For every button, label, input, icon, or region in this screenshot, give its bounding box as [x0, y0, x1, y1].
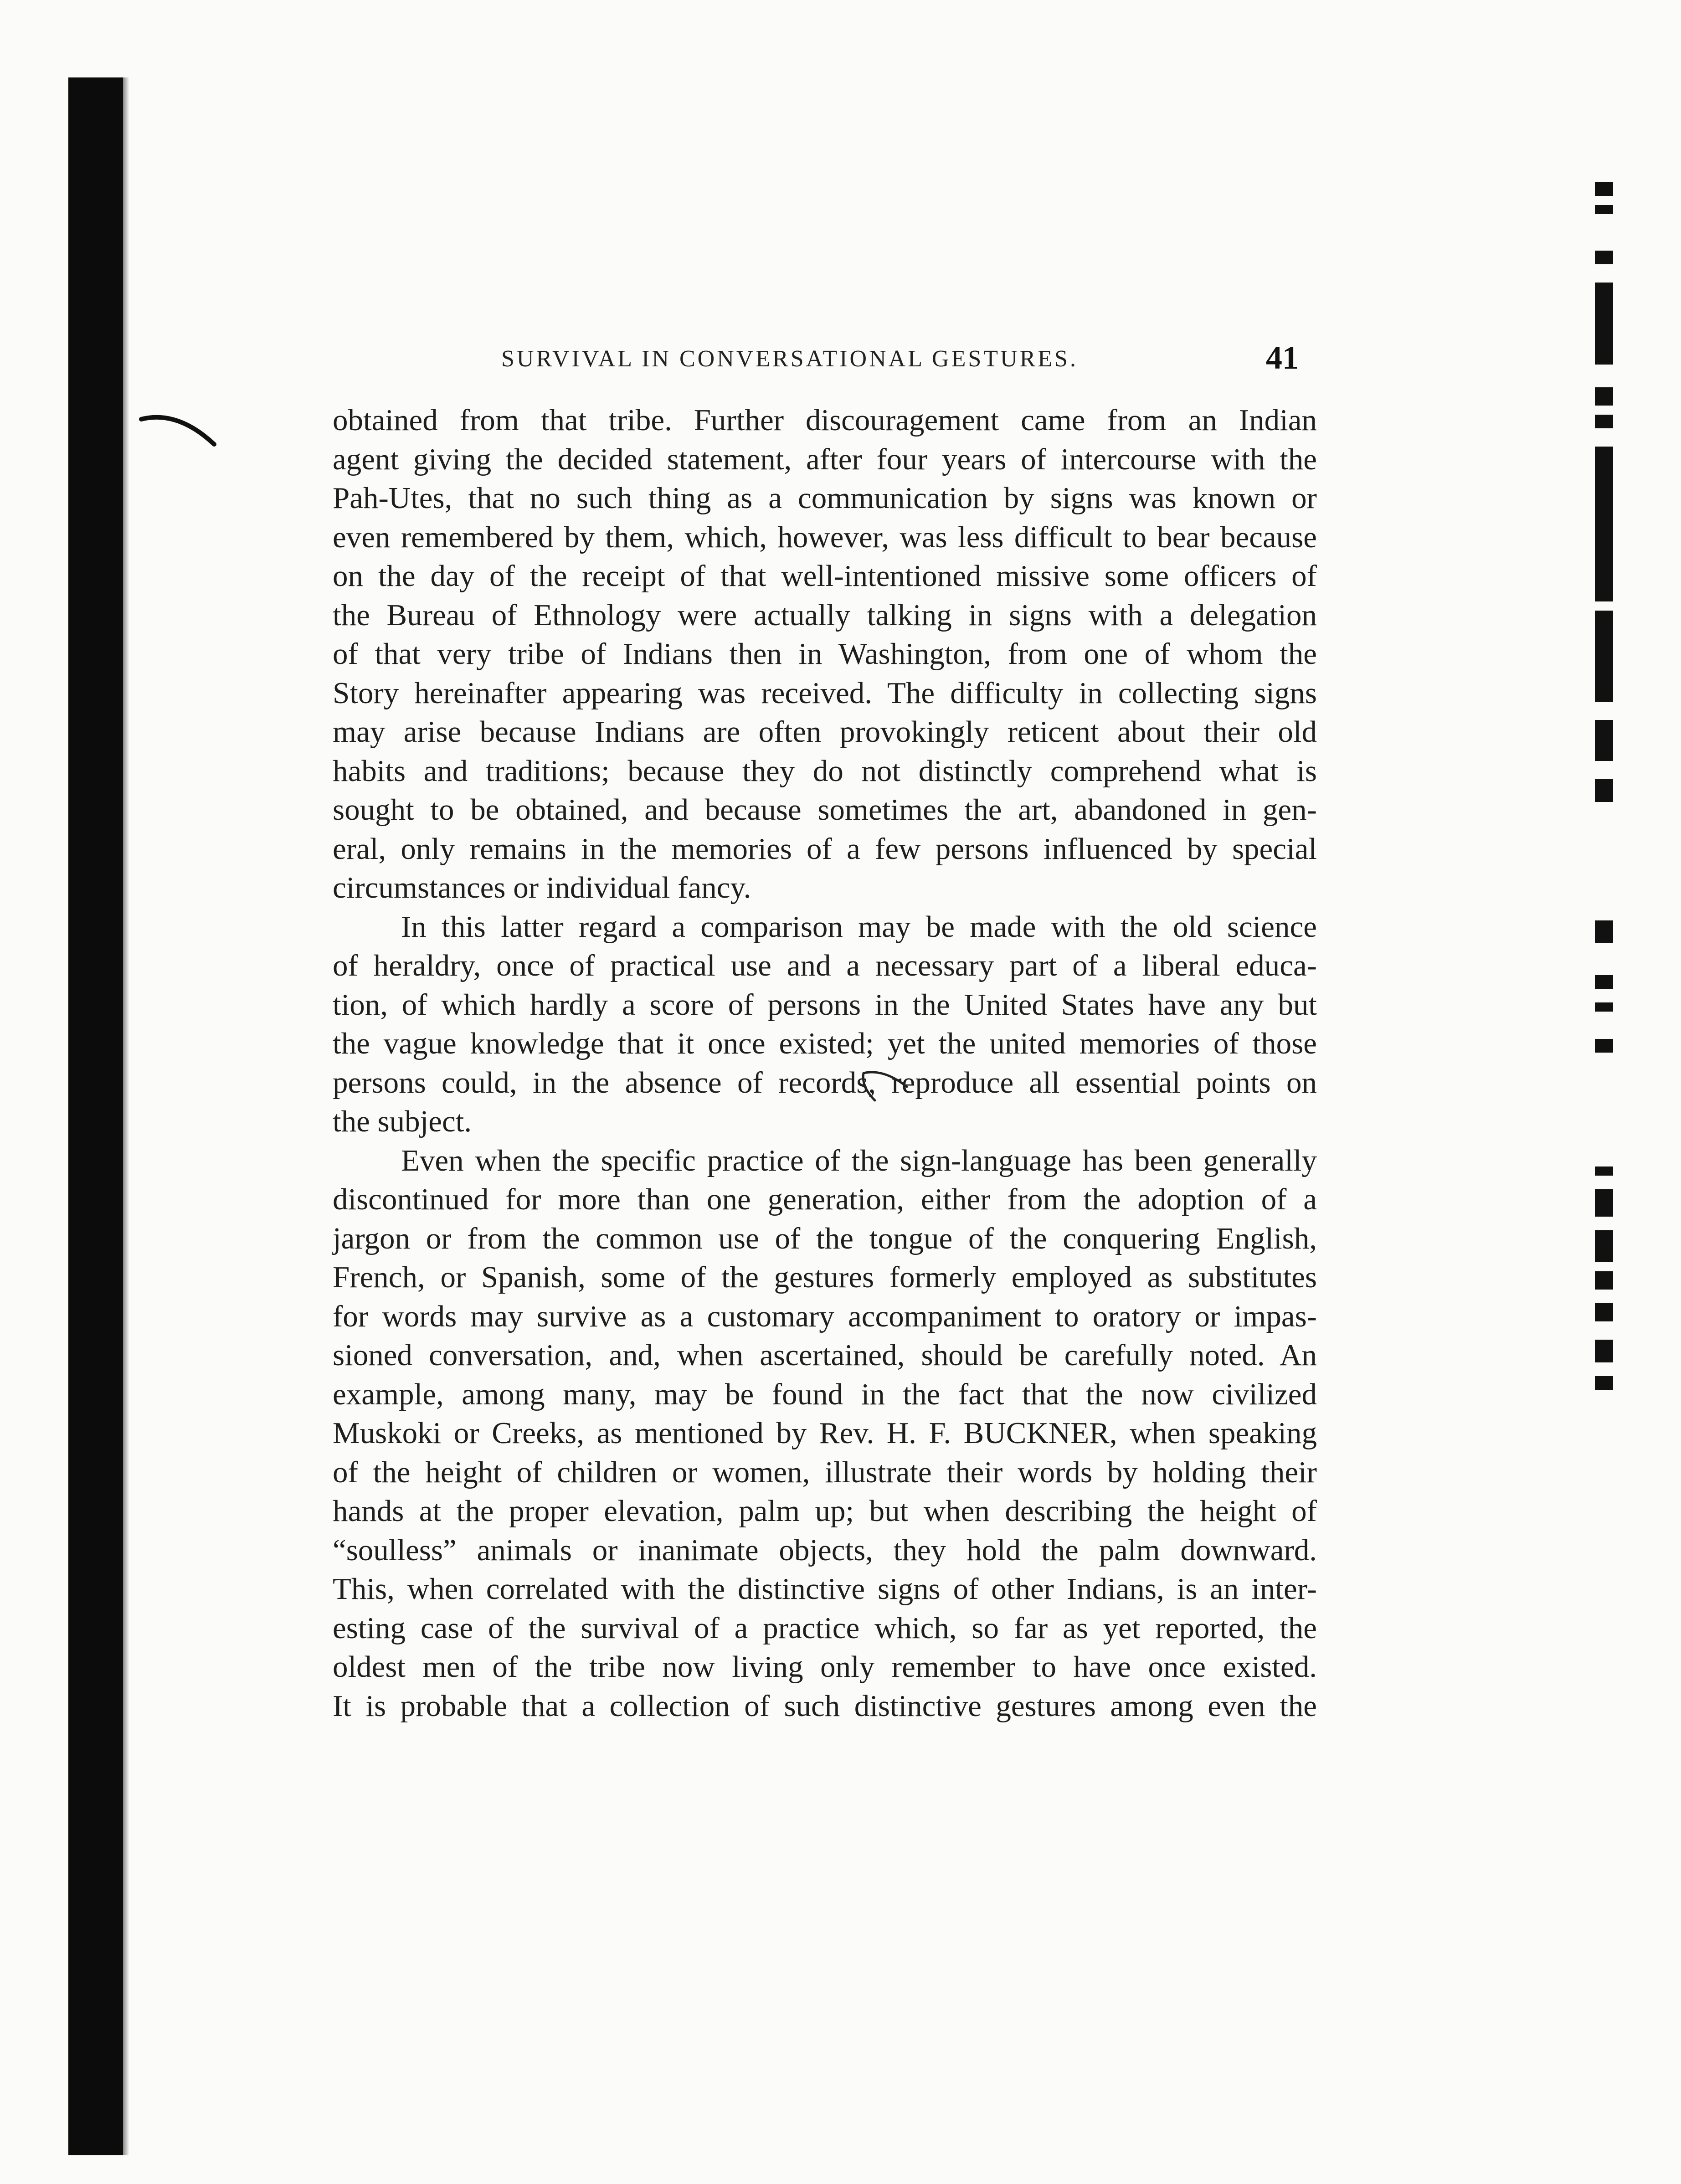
- paragraph: [333, 908, 1317, 1141]
- text-line: sioned conversation, and, when ascertained, should be carefully noted. An: [333, 1338, 1317, 1372]
- text-line: circumstances or individual fancy.: [333, 871, 751, 904]
- text-line: Pah-Utes, that no such thing as a communication by signs was known or: [333, 481, 1317, 515]
- text-line: agent giving the decided statement, after four years of intercourse with the: [333, 442, 1317, 476]
- text-line: obtained from that tribe. Further discouragement came from an Indian: [333, 403, 1317, 437]
- text-line: may arise because Indians are often provokingly reticent about their old: [333, 715, 1317, 749]
- text-line: of the height of children or women, illustrate their words by holding their: [333, 1455, 1317, 1489]
- text-line: Story hereinafter appearing was received. The difficulty in collecting signs: [333, 676, 1317, 710]
- text-line: It is probable that a collection of such distinctive gestures among even the: [333, 1689, 1317, 1723]
- text-line: “soulless” animals or inanimate objects, they hold the palm downward.: [333, 1533, 1317, 1567]
- paragraph: [333, 401, 1317, 908]
- paragraph: [333, 1141, 1317, 1726]
- text-line: oldest men of the tribe now living only remember to have once existed.: [333, 1650, 1317, 1684]
- text-line: discontinued for more than one generation, either from the adoption of a: [333, 1182, 1317, 1216]
- text-line: the Bureau of Ethnology were actually talking in signs with a delegation: [333, 598, 1317, 632]
- text-line: the subject.: [333, 1105, 472, 1138]
- text-line: example, among many, may be found in the fact that the now civilized: [333, 1377, 1317, 1411]
- text-line: jargon or from the common use of the tongue of the conquering English,: [333, 1221, 1317, 1255]
- text-line: eral, only remains in the memories of a few persons influenced by special: [333, 832, 1317, 866]
- text-line: French, or Spanish, some of the gestures formerly employed as substitutes: [333, 1260, 1317, 1294]
- text-line: Even when the specific practice of the sign-language has been generally: [401, 1143, 1317, 1177]
- text-line: on the day of the receipt of that well-intentioned missive some officers of: [333, 559, 1317, 593]
- running-header: [501, 339, 1299, 383]
- text-line: This, when correlated with the distinctive signs of other Indians, is an inter-: [333, 1572, 1317, 1606]
- running-title: SURVIVAL IN CONVERSATIONAL GESTURES.: [501, 346, 1078, 372]
- text-line: hands at the proper elevation, palm up; but when describing the height of: [333, 1494, 1317, 1528]
- page-number: 41: [1266, 339, 1299, 376]
- text-line: even remembered by them, which, however, was less difficult to bear because: [333, 520, 1317, 554]
- text-line: for words may survive as a customary accompaniment to oratory or impas-: [333, 1299, 1317, 1333]
- body-text: [333, 401, 1317, 1726]
- text-line: persons could, in the absence of records, reproduce all essential points on: [333, 1065, 1317, 1100]
- text-line: habits and traditions; because they do not distinctly comprehend what is: [333, 754, 1317, 788]
- insertion-caret-mark: [861, 1069, 911, 1105]
- text-line: In this latter regard a comparison may be made with the old science: [401, 910, 1317, 944]
- text-line: of that very tribe of Indians then in Washington, from one of whom the: [333, 637, 1317, 671]
- text-line: of heraldry, once of practical use and a necessary part of a liberal educa-: [333, 949, 1317, 982]
- text-line: the vague knowledge that it once existed; yet the united memories of those: [333, 1027, 1317, 1060]
- text-line: esting case of the survival of a practice which, so far as yet reported, the: [333, 1611, 1317, 1645]
- text-line: Muskoki or Creeks, as mentioned by Rev. H. F. BUCKNER, when speaking: [333, 1416, 1317, 1450]
- text-line: tion, of which hardly a score of persons in the United States have any but: [333, 987, 1317, 1022]
- text-line: sought to be obtained, and because sometimes the art, abandoned in gen-: [333, 793, 1317, 827]
